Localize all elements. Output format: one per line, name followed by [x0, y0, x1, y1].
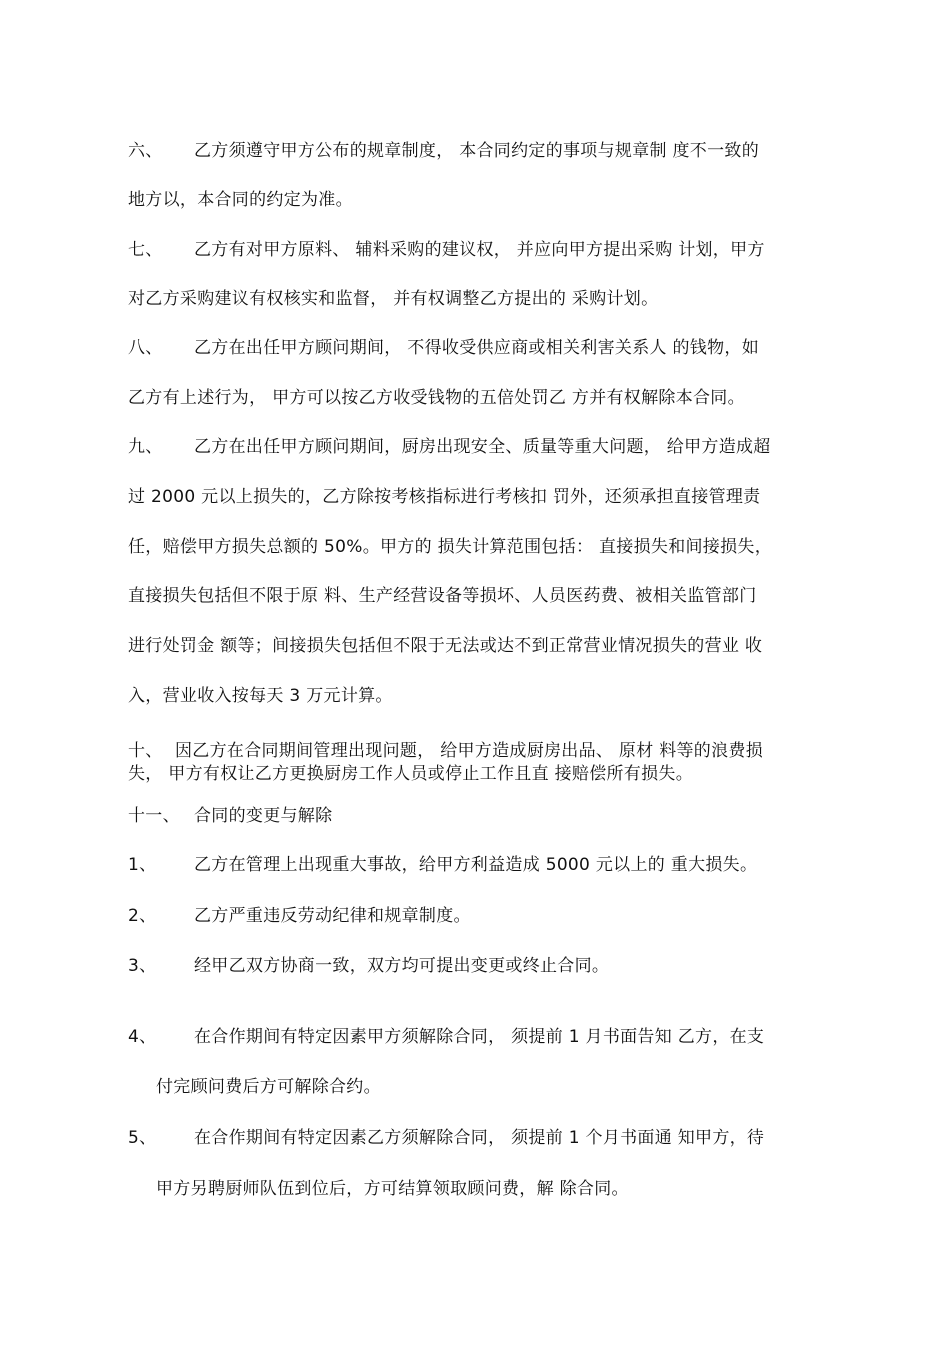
item-5-line-2: 甲方另聘厨师队伍到位后，方可结算领取顾问费，解 除合同。: [156, 1179, 629, 1199]
item-number: 2、: [128, 906, 157, 926]
clause-number: 六、: [128, 141, 163, 161]
item-number: 3、: [128, 956, 157, 976]
clause-number: 八、: [128, 338, 163, 358]
clause-8-line-2: 乙方有上述行为， 甲方可以按乙方收受钱物的五倍处罚乙 方并有权解除本合同。: [128, 388, 745, 408]
clause-9-line-2: 过 2000 元以上损失的，乙方除按考核指标进行考核扣 罚外，还须承担直接管理责: [128, 487, 761, 507]
item-4-line-2: 付完顾问费后方可解除合约。: [156, 1077, 381, 1097]
clause-number: 十一、: [128, 806, 180, 826]
clause-text: 乙方须遵守甲方公布的规章制度， 本合同约定的事项与规章制 度不一致的: [194, 141, 760, 161]
clause-text: 因乙方在合同期间管理出现问题， 给甲方造成厨房出品、 原材 料等的浪费损: [175, 741, 764, 761]
clause-10-line-2: 失， 甲方有权让乙方更换厨房工作人员或停止工作且直 接赔偿所有损失。: [128, 764, 694, 784]
item-text: 乙方在管理上出现重大事故，给甲方利益造成 5000 元以上的 重大损失。: [194, 855, 758, 875]
clause-9-line-3: 任，赔偿甲方损失总额的 50%。甲方的 损失计算范围包括： 直接损失和间接损失，: [128, 537, 772, 557]
clause-9-line-6: 入，营业收入按每天 3 万元计算。: [128, 686, 393, 706]
clause-7-line-2: 对乙方采购建议有权核实和监督， 并有权调整乙方提出的 采购计划。: [128, 289, 659, 309]
clause-number: 九、: [128, 437, 163, 457]
clause-text: 乙方在出任甲方顾问期间， 不得收受供应商或相关利害关系人 的钱物，如: [194, 338, 760, 358]
clause-number: 七、: [128, 240, 163, 260]
clause-9-line-4: 直接损失包括但不限于原 料、生产经营设备等损坏、人员医药费、被相关监管部门: [128, 586, 757, 606]
item-text: 经甲乙双方协商一致，双方均可提出变更或终止合同。: [194, 956, 610, 976]
item-text: 在合作期间有特定因素乙方须解除合同， 须提前 1 个月书面通 知甲方，待: [194, 1128, 765, 1148]
clause-6-line-2: 地方以，本合同的约定为准。: [128, 190, 353, 210]
item-number: 4、: [128, 1027, 157, 1047]
item-text: 乙方严重违反劳动纪律和规章制度。: [194, 906, 471, 926]
clause-number: 十、: [128, 741, 163, 761]
clause-text: 乙方有对甲方原料、 辅料采购的建议权， 并应向甲方提出采购 计划，甲方: [194, 240, 765, 260]
item-number: 5、: [128, 1128, 157, 1148]
clause-9-line-5: 进行处罚金 额等；间接损失包括但不限于无法或达不到正常营业情况损失的营业 收: [128, 636, 763, 656]
item-text: 在合作期间有特定因素甲方须解除合同， 须提前 1 月书面告知 乙方，在支: [194, 1027, 765, 1047]
clause-text: 乙方在出任甲方顾问期间，厨房出现安全、质量等重大问题， 给甲方造成超: [194, 437, 771, 457]
item-number: 1、: [128, 855, 157, 875]
clause-text: 合同的变更与解除: [194, 806, 333, 826]
